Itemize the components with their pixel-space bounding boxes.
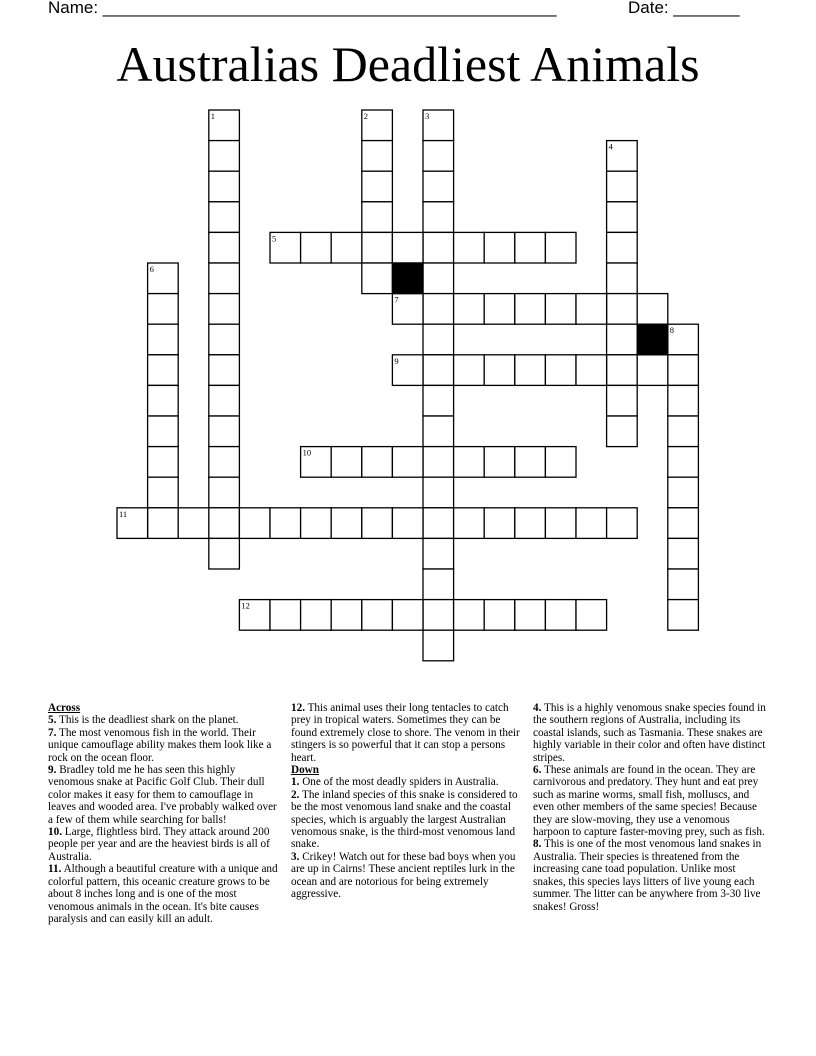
grid-cell[interactable] (392, 508, 423, 539)
grid-cell[interactable] (148, 355, 179, 386)
grid-cell[interactable] (423, 477, 454, 508)
grid-cell[interactable] (668, 355, 699, 386)
grid-cell[interactable] (423, 569, 454, 600)
grid-cell[interactable] (209, 202, 240, 233)
clue-number: 12 (241, 600, 250, 611)
clue-number: 1 (210, 111, 216, 121)
clue-down-3: 3. Crikey! Watch out for these bad boys when you are up in Cairns! These ancient reptiles lurk in the ocean and are notorious for being extremely aggressive. (291, 850, 516, 901)
clue-number: 5 (272, 233, 277, 244)
grid-cell[interactable] (270, 600, 301, 631)
grid-cell[interactable] (209, 508, 240, 539)
grid-cell[interactable] (209, 232, 240, 263)
grid-cell[interactable] (484, 600, 515, 631)
grid-cell[interactable] (423, 324, 454, 355)
clue-number: 11 (119, 508, 128, 519)
grid-cell[interactable] (454, 294, 485, 325)
grid-cell[interactable] (362, 508, 393, 539)
grid-cell[interactable] (362, 141, 393, 172)
grid-cell[interactable] (239, 508, 270, 539)
grid-cell[interactable] (576, 294, 607, 325)
grid-cell[interactable] (362, 171, 393, 202)
clue-number: 3 (425, 111, 430, 121)
grid-cell[interactable] (484, 447, 515, 478)
grid-cell[interactable] (423, 355, 454, 386)
grid-cell[interactable] (668, 416, 699, 447)
clue-down-8: 8. This is one of the most venomous land snakes in Australia. Their species is threatened from the increasing cane toad population. Unlike most snakes, this species lays litters of live young each summer. The litter can be anywhere from 3-30 live snakes! Gross! (533, 838, 762, 913)
grid-cell[interactable] (148, 294, 179, 325)
grid-cell[interactable] (454, 508, 485, 539)
grid-cell[interactable] (668, 477, 699, 508)
grid-cell[interactable] (423, 171, 454, 202)
grid-cell[interactable] (331, 447, 362, 478)
grid-cell[interactable] (423, 600, 454, 631)
grid-cell[interactable] (668, 538, 699, 569)
grid-cell[interactable] (576, 600, 607, 631)
grid-cell[interactable] (607, 232, 638, 263)
grid-cell[interactable] (209, 324, 240, 355)
grid-cell[interactable] (545, 355, 576, 386)
grid-cell[interactable] (362, 232, 393, 263)
grid-cell[interactable] (209, 538, 240, 569)
grid-cell[interactable] (392, 600, 423, 631)
grid-cell[interactable] (209, 263, 240, 294)
grid-cell[interactable] (209, 171, 240, 202)
grid-cell[interactable] (301, 232, 332, 263)
grid-cell[interactable] (515, 508, 546, 539)
grid-cell[interactable] (423, 202, 454, 233)
grid-cell[interactable] (607, 324, 638, 355)
clue-across-12: 12. This animal uses their long tentacles to catch prey in tropical waters. Sometimes they can be found extremely close to shore. The venom in their stingers is so powerful that it can stop a persons heart. (291, 702, 520, 764)
grid-cell[interactable] (454, 600, 485, 631)
grid-cell[interactable] (484, 508, 515, 539)
grid-cell[interactable] (331, 232, 362, 263)
grid-cell[interactable] (607, 294, 638, 325)
grid-cell[interactable] (545, 294, 576, 325)
clue-across-9: 9. Bradley told me he has seen this highly venomous snake at Pacific Golf Club. Their dull color makes it easy for them to camouflage in leaves and wooded area. I've probably walked over a few of them while searching for balls! (48, 764, 277, 826)
down-heading: Down (291, 764, 319, 777)
clue-column-3 (533, 702, 769, 913)
grid-cell[interactable] (607, 355, 638, 386)
clue-column-2 (291, 702, 527, 901)
clue-number: 4 (608, 141, 613, 152)
grid-cell[interactable] (454, 355, 485, 386)
grid-cell[interactable] (148, 324, 179, 355)
clue-number: 8 (669, 325, 675, 336)
grid-cell[interactable] (515, 294, 546, 325)
grid-cell[interactable] (545, 508, 576, 539)
grid-cell[interactable] (668, 385, 699, 416)
grid-cell[interactable] (545, 600, 576, 631)
grid-cell[interactable] (607, 416, 638, 447)
grid-cell[interactable] (148, 477, 179, 508)
across-heading: Across (48, 702, 81, 714)
grid-cell[interactable] (484, 355, 515, 386)
grid-cell[interactable] (454, 447, 485, 478)
clue-across-7: 7. The most venomous fish in the world. Their unique camouflage ability makes them look like a rock on the ocean floor. (48, 726, 272, 764)
grid-cell[interactable] (576, 355, 607, 386)
grid-cell[interactable] (301, 508, 332, 539)
grid-cell[interactable] (148, 385, 179, 416)
grid-cell[interactable] (148, 416, 179, 447)
clue-across-10: 10. Large, flightless bird. They attack around 200 people per year and are the heaviest birds is all of Australia. (48, 826, 270, 863)
grid-cell[interactable] (362, 202, 393, 233)
clue-column-1 (48, 702, 282, 925)
black-cell (392, 263, 423, 294)
clue-across-5: 5. This is the deadliest shark on the planet. (48, 714, 239, 727)
grid-cell[interactable] (423, 232, 454, 263)
grid-cell[interactable] (209, 294, 240, 325)
grid-cell[interactable] (331, 508, 362, 539)
grid-cell[interactable] (209, 141, 240, 172)
grid-cell[interactable] (178, 508, 209, 539)
grid-cell[interactable] (331, 600, 362, 631)
grid-cell[interactable] (423, 385, 454, 416)
clue-number: 10 (302, 447, 312, 458)
grid-cell[interactable] (423, 416, 454, 447)
clue-down-6: 6. These animals are found in the ocean. They are carnivorous and predatory. They hunt and eat prey such as marine worms, small fish, molluscs, and even other members of the same species! Because they are slow-moving, they use a venomous harpoon to capture faster-moving prey, such as fish. (533, 764, 765, 839)
grid-cell[interactable] (209, 447, 240, 478)
date-field: Date: _______ (628, 0, 740, 17)
grid-cell[interactable] (423, 141, 454, 172)
grid-cell[interactable] (668, 447, 699, 478)
grid-cell[interactable] (423, 508, 454, 539)
grid-cell[interactable] (423, 630, 454, 661)
grid-cell[interactable] (209, 477, 240, 508)
clue-number: 2 (363, 111, 369, 121)
clue-number: 9 (394, 355, 399, 366)
black-cell (637, 324, 668, 355)
grid-cell[interactable] (392, 232, 423, 263)
grid-cell[interactable] (637, 355, 668, 386)
grid-cell[interactable] (607, 263, 638, 294)
grid-cell[interactable] (209, 355, 240, 386)
grid-cell[interactable] (545, 447, 576, 478)
grid-cell[interactable] (607, 171, 638, 202)
grid-cell[interactable] (209, 385, 240, 416)
grid-cell[interactable] (545, 232, 576, 263)
grid-cell[interactable] (637, 294, 668, 325)
grid-cell[interactable] (515, 447, 546, 478)
clue-number: 7 (394, 294, 399, 305)
grid-cell[interactable] (423, 263, 454, 294)
grid-cell[interactable] (270, 508, 301, 539)
grid-cell[interactable] (515, 232, 546, 263)
grid-cell[interactable] (576, 508, 607, 539)
grid-cell[interactable] (362, 600, 393, 631)
grid-cell[interactable] (423, 538, 454, 569)
name-field: Name: ________________________________________________ (48, 0, 557, 17)
clue-down-1: 1. One of the most deadly spiders in Australia. (291, 776, 499, 789)
grid-cell[interactable] (607, 202, 638, 233)
grid-cell[interactable] (423, 294, 454, 325)
grid-cell[interactable] (668, 508, 699, 539)
grid-cell[interactable] (668, 600, 699, 631)
clue-down-4: 4. This is a highly venomous snake species found in the southern regions of Australia, including its coastal islands, such as Tasmania. These snakes are highly variable in their color and often have distinct stripes. (533, 702, 766, 764)
clue-across-11: 11. Although a beautiful creature with a unique and colorful pattern, this oceanic creature grows to be about 8 inches long and is one of the most venomous animals in the ocean. It's bite causes paralysis and can easily kill an adult. (48, 863, 278, 925)
clue-number: 6 (149, 264, 154, 274)
clue-down-2: 2. The inland species of this snake is considered to be the most venomous land snake and the coastal species, which is arguably the largest Australian venomous snake, is the third-most venomous land snake. (291, 788, 518, 851)
grid-cell[interactable] (301, 600, 332, 631)
grid-cell[interactable] (209, 416, 240, 447)
grid-cell[interactable] (454, 232, 485, 263)
grid-cell[interactable] (484, 294, 515, 325)
grid-cell[interactable] (423, 447, 454, 478)
grid-cell[interactable] (607, 508, 638, 539)
grid-cell[interactable] (484, 232, 515, 263)
grid-cell[interactable] (362, 447, 393, 478)
grid-cell[interactable] (362, 263, 393, 294)
grid-cell[interactable] (148, 508, 179, 539)
grid-cell[interactable] (607, 385, 638, 416)
grid-cell[interactable] (515, 600, 546, 631)
grid-cell[interactable] (148, 447, 179, 478)
grid-cell[interactable] (668, 569, 699, 600)
grid-cell[interactable] (392, 447, 423, 478)
grid-cell[interactable] (515, 355, 546, 386)
page-title: Australias Deadliest Animals (116, 36, 700, 92)
